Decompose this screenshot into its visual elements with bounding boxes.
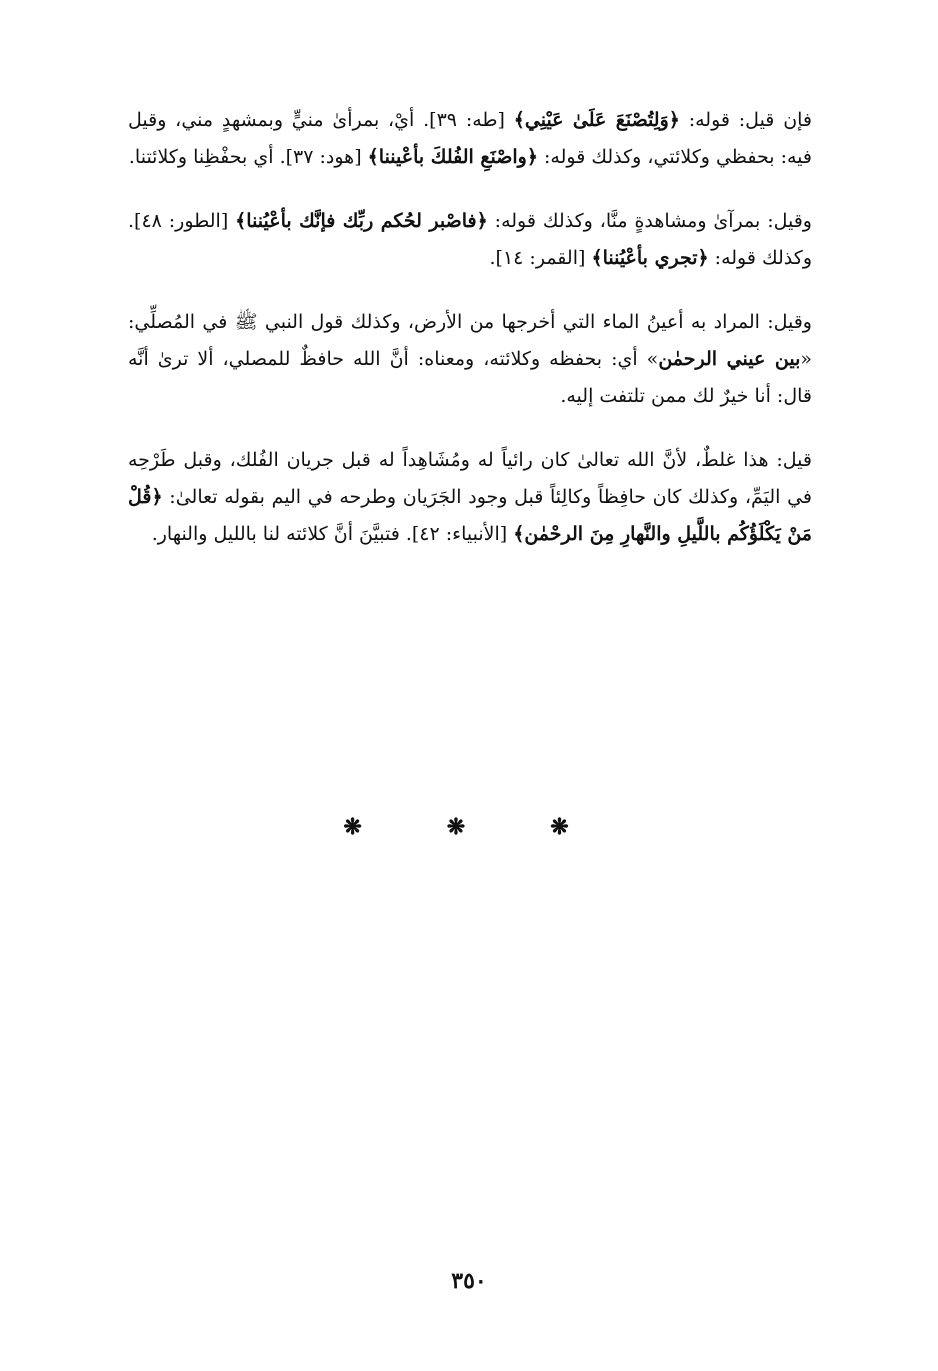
paragraph-text: [القمر: ١٤]. (489, 247, 592, 269)
quran-verse: ﴿واصْنَعِ الفُلكَ بأعْيننا﴾ (367, 146, 538, 168)
asterism-icon: ❋ (550, 814, 595, 840)
quran-verse: ﴿فاصْبر لحُكم ربِّك فإنَّك بأعْيُننا﴾ (235, 210, 488, 232)
paragraph-text: قيل: هذا غلطٌ، لأنَّ الله تعالىٰ كان رائياً له ومُشَاهِداً له قبل جريان الفُلك، وقبل طَرْحِه في اليَمِّ، وكذلك كان حافِظاً وكالِئاً قبل وجود الجَرَيان وطرحه في اليم بقوله تعالىٰ: (128, 449, 812, 508)
section-separator (0, 814, 938, 840)
paragraph-text: » أي: بحفظه وكلائته، ومعناه: أنَّ الله حافظٌ للمصلي، ألا ترىٰ أنَّه قال: أنا خيرٌ لك ممن تلتفت إليه. (128, 348, 812, 407)
hadith-quote: بين عيني الرحمٰن (658, 348, 801, 370)
paragraph-3 (128, 304, 812, 415)
asterism-icon: ❋ (343, 814, 388, 840)
paragraph-text: وقيل: بمرآىٰ ومشاهدةٍ منَّا، وكذلك قوله: (487, 210, 812, 232)
paragraph-text: [الأنبياء: ٤٢]. فتبيَّنَ أنَّ كلائته لنا بالليل والنهار. (151, 523, 514, 545)
paragraph-text: فإن قيل: قوله: (679, 109, 813, 131)
page-body (128, 102, 812, 580)
asterism-icon: ❋ (446, 814, 492, 840)
paragraph-text: [طه: ٣٩]. أيْ، بمرأىٰ منيٍّ وبمشهدٍ مني، وقيل فيه: بحفظي وكلائتي، وكذلك قوله: (128, 109, 812, 168)
paragraph-4 (128, 442, 812, 553)
paragraph-1 (128, 102, 812, 176)
quran-verse: ﴿قُلْ مَنْ يَكْلَؤُكُم باللَّيلِ والنَّهارِ مِنَ الرحْمٰن﴾ (128, 486, 812, 545)
quran-verse: ﴿وَلِتُصْنَعَ عَلَىٰ عَيْنِي﴾ (513, 109, 680, 131)
quran-verse: ﴿تجري بأعْيُننا﴾ (591, 247, 709, 269)
paragraph-2 (128, 203, 812, 277)
paragraph-text: [هود: ٣٧]. أي بحفْظِنا وكلائتنا. (128, 146, 368, 168)
paragraph-text: [الطور: ٤٨]. وكذلك قوله: (128, 210, 812, 269)
paragraph-text: وقيل: المراد به أعينُ الماء التي أخرجها من الأرض، وكذلك قول النبي ﷺ في المُصلِّي: « (128, 311, 812, 370)
page-number: ٣٥٠ (451, 1268, 487, 1294)
